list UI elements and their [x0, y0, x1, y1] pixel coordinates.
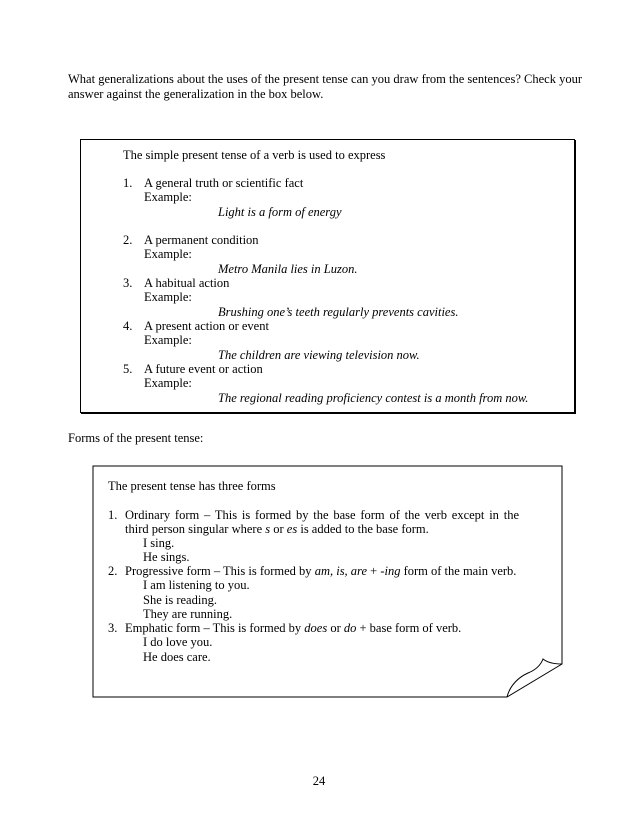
- example-sentence: He does care.: [143, 650, 211, 664]
- box1-item-label: A general truth or scientific fact: [144, 176, 304, 190]
- box1-example-label: Example:: [144, 376, 192, 390]
- example-sentence: He sings.: [143, 550, 190, 564]
- box1-item-label: A present action or event: [144, 319, 269, 333]
- box1-item-number: 1.: [123, 176, 133, 190]
- ordinary-form-line: third person singular where s or es is added to the base form.: [125, 522, 429, 536]
- ordinary-form-line: Ordinary form – This is formed by the base form of the verb except in the: [125, 508, 519, 522]
- example-sentence: I sing.: [143, 536, 175, 550]
- box2-item-number: 3.: [108, 621, 118, 635]
- box1-item-number: 5.: [123, 362, 133, 376]
- box1-example-sentence: Light is a form of energy: [218, 205, 342, 219]
- box1-heading: The simple present tense of a verb is used to express: [123, 148, 386, 162]
- box1-example-label: Example:: [144, 290, 192, 304]
- page-number: 24: [312, 774, 326, 788]
- box1-example-sentence: Brushing one’s teeth regularly prevents cavities.: [218, 305, 459, 319]
- box1-item-label: A habitual action: [144, 276, 230, 290]
- example-sentence: I am listening to you.: [143, 578, 250, 592]
- example-sentence: I do love you.: [143, 635, 213, 649]
- box1-example-label: Example:: [144, 190, 192, 204]
- box1-example-sentence: The children are viewing television now.: [218, 348, 420, 362]
- box2-item-number: 2.: [108, 564, 118, 578]
- box1-item-label: A permanent condition: [144, 233, 259, 247]
- box2-heading: The present tense has three forms: [108, 479, 276, 493]
- box1-example-label: Example:: [144, 247, 192, 261]
- emphatic-form-line: Emphatic form – This is formed by does or do + base form of verb.: [125, 621, 462, 635]
- box1-item-number: 3.: [123, 276, 133, 290]
- box1-example-sentence: The regional reading proficiency contest is a month from now.: [218, 391, 529, 405]
- example-sentence: She is reading.: [143, 593, 217, 607]
- box1-example-label: Example:: [144, 333, 192, 347]
- forms-heading: Forms of the present tense:: [68, 431, 204, 445]
- box1-item-number: 2.: [123, 233, 133, 247]
- box1-item-label: A future event or action: [144, 362, 263, 376]
- progressive-form-line: Progressive form – This is formed by am, is, are + -ing form of the main verb.: [125, 564, 517, 578]
- folded-corner: [507, 659, 562, 697]
- box1-example-sentence: Metro Manila lies in Luzon.: [218, 262, 358, 276]
- intro-paragraph: What generalizations about the uses of the present tense can you draw from the sentences? Check your answer against the generalization in the box below.: [68, 72, 582, 101]
- box2-item-number: 1.: [108, 508, 118, 522]
- box1-item-number: 4.: [123, 319, 133, 333]
- example-sentence: They are running.: [143, 607, 233, 621]
